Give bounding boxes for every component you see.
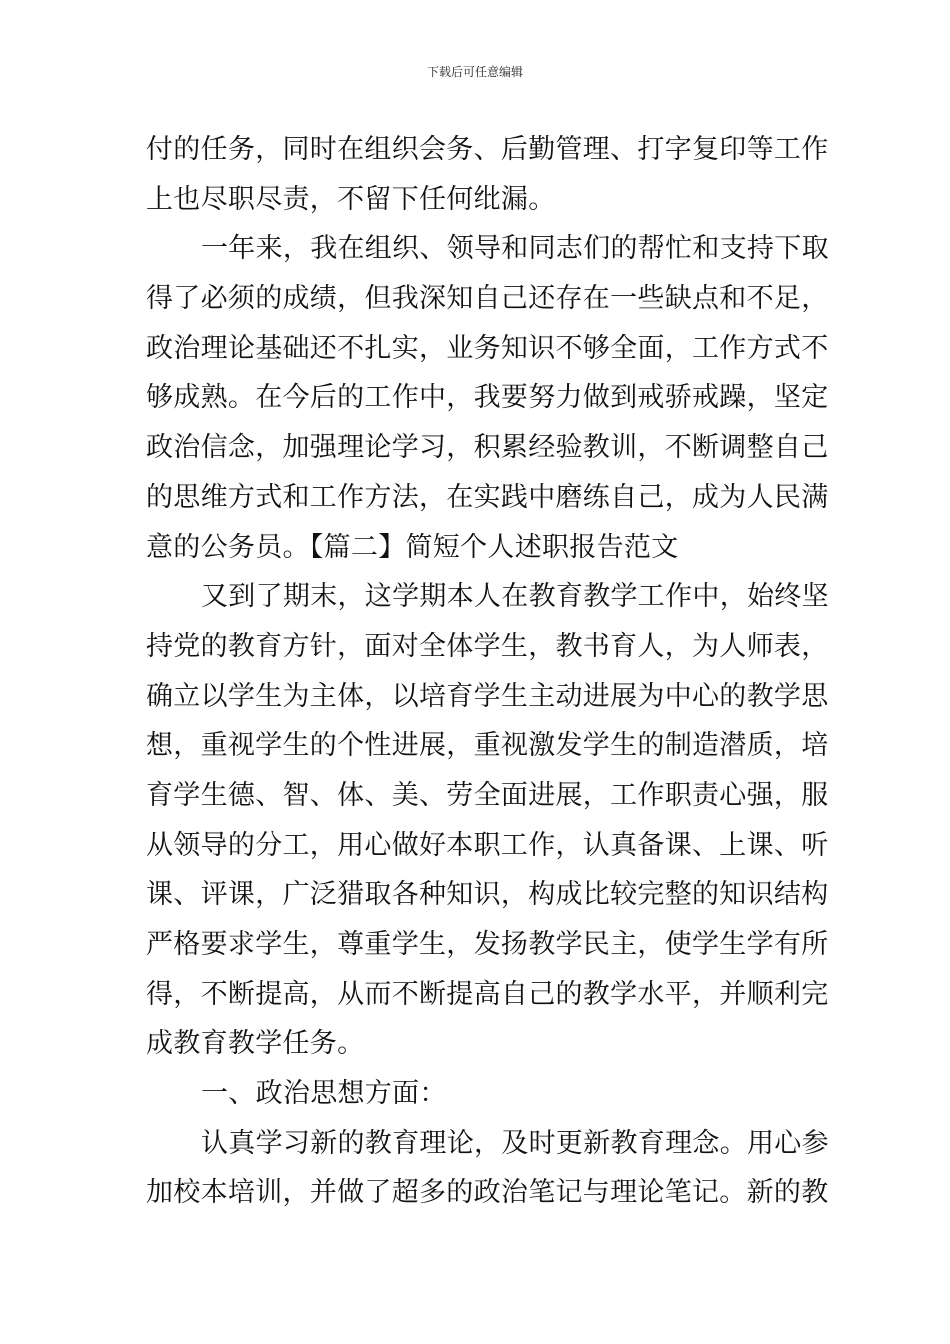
text-line: 想，重视学生的个性进展，重视激发学生的制造潜质，培 xyxy=(146,730,829,762)
text-line: 课、评课，广泛猎取各种知识，构成比较完整的知识结构 xyxy=(146,879,829,911)
text-line: 政治信念，加强理论学习，积累经验教训，不断调整自己 xyxy=(146,432,829,464)
text-line: 的思维方式和工作方法，在实践中磨练自己，成为人民满 xyxy=(146,481,829,513)
text-line: 育学生德、智、体、美、劳全面进展，工作职责心强，服 xyxy=(146,779,829,811)
text-line: 意的公务员。【篇二】简短个人述职报告范文 xyxy=(146,531,679,563)
text-line: 得了必须的成绩，但我深知自己还存在一些缺点和不足， xyxy=(146,283,829,315)
text-line: 得，不断提高，从而不断提高自己的教学水平，并顺利完 xyxy=(146,978,829,1010)
text-line: 加校本培训，并做了超多的政治笔记与理论笔记。新的教 xyxy=(146,1177,829,1209)
text-line: 上也尽职尽责，不留下任何纰漏。 xyxy=(146,183,556,215)
text-line: 成教育教学任务。 xyxy=(146,1028,365,1060)
text-line: 严格要求学生，尊重学生，发扬教学民主，使学生学有所 xyxy=(146,929,829,960)
text-line: 政治理论基础还不扎实，业务知识不够全面，工作方式不 xyxy=(146,332,829,364)
text-line: 持党的教育方针，面对全体学生，教书育人，为人师表， xyxy=(146,630,829,662)
text-line: 够成熟。在今后的工作中，我要努力做到戒骄戒躁，坚定 xyxy=(146,382,829,414)
page-header: 下载后可任意编辑 xyxy=(426,65,523,79)
text-line: 从领导的分工，用心做好本职工作，认真备课、上课、听 xyxy=(146,829,829,861)
text-line: 又到了期末，这学期本人在教育教学工作中，始终坚 xyxy=(201,581,829,613)
text-line: 一年来，我在组织、领导和同志们的帮忙和支持下取 xyxy=(201,233,829,265)
text-line: 付的任务，同时在组织会务、后勤管理、打字复印等工作 xyxy=(146,134,829,165)
text-line: 确立以学生为主体，以培育学生主动进展为中心的教学思 xyxy=(146,680,829,712)
document-body xyxy=(146,125,829,1218)
text-line: 认真学习新的教育理论，及时更新教育理念。用心参 xyxy=(201,1127,829,1159)
text-line: 一、政治思想方面： xyxy=(201,1078,447,1110)
